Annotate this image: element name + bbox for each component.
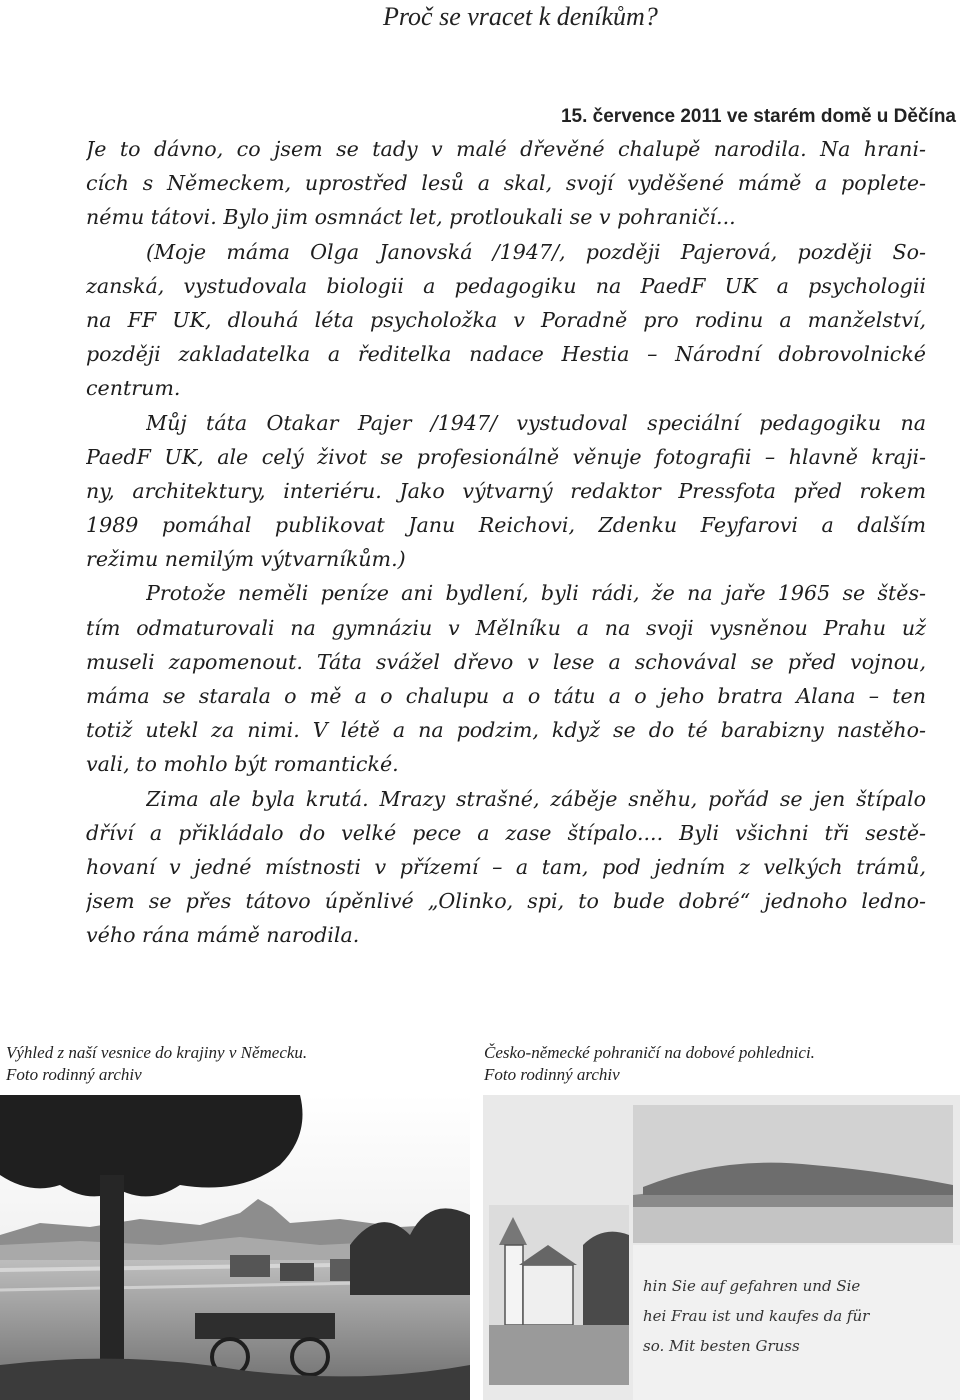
caption-title: Česko-německé pohraničí na dobové pohlednici. (484, 1043, 815, 1062)
running-head: Proč se vracet k deníkům? (383, 2, 658, 31)
text-line: museli zapomenout. Táta svážel dřevo v lese a schovával se před vojnou, (86, 649, 926, 674)
text-line: tím odmaturovali na gymnáziu v Mělníku a na svoji vysněnou Prahu už (86, 615, 926, 640)
photo-caption-right (484, 1042, 815, 1086)
postcard-handwriting-line: hin Sie auf gefahren und Sie (643, 1277, 861, 1295)
text-line: cích s Německem, uprostřed lesů a skal, svojí vyděšené mámě a poplete- (86, 171, 926, 196)
text-line: Je to dávno, co jsem se tady v malé dřevěné chalupě narodila. Na hrani- (86, 137, 926, 161)
photo-caption-left (6, 1042, 307, 1086)
text-line: dříví a přikládalo do velké pece a zase štípalo.... Byli všichni tři sestě- (86, 820, 926, 845)
text-line: 1989 pomáhal publikovat Janu Reichovi, Zdenku Feyfarovi a dalším (86, 513, 926, 538)
caption-credit: Foto rodinný archiv (484, 1065, 620, 1084)
body-text (86, 132, 956, 953)
date-heading: 15. července 2011 ve starém domě u Děčína (560, 106, 956, 127)
text-line: Zima ale byla krutá. Mrazy strašné, záběje sněhu, pořád se jen štípalo (146, 786, 926, 811)
text-line: Můj táta Otakar Pajer /1947/ vystudoval speciální pedagogiku na (146, 410, 926, 435)
landscape-photo (0, 1095, 470, 1400)
text-line: máma se starala o mě a o chalupu a o tátu a o jeho bratra Alana – ten (86, 684, 926, 708)
text-line: Protože neměli peníze ani bydlení, byli rádi, že na jaře 1965 se štěs- (146, 581, 926, 606)
text-line: později zakladatelka a ředitelka nadace Hestia – Národní dobrovolnické (86, 342, 926, 367)
text-line: totiž utekl za nimi. V létě a na podzim, když se do té barabizny nastěho- (86, 718, 926, 743)
text-line: vali, to mohlo být romantické. (86, 752, 399, 777)
postcard-photo (483, 1095, 960, 1400)
text-line: vého rána mámě narodila. (86, 923, 360, 948)
text-line: na FF UK, dlouhá léta psycholožka v Poradně pro rodinu a manželství, (86, 307, 926, 332)
text-line: nému tátovi. Bylo jim osmnáct let, protloukali se v pohraničí... (86, 205, 736, 230)
postcard-handwriting-line: hei Frau ist und kaufes da für (643, 1307, 870, 1325)
text-line: jsem se přes tátovo úpěnlivé „Olinko, spi, to bude dobré“ jednoho ledno- (86, 889, 926, 914)
text-line: ny, architektury, interiéru. Jako výtvarný redaktor Pressfota před rokem (86, 478, 926, 503)
caption-credit: Foto rodinný archiv (6, 1065, 142, 1084)
text-line: zanská, vystudovala biologii a pedagogiku na PaedF UK a psychologii (86, 273, 926, 298)
postcard-handwriting-line: so. Mit besten Gruss (643, 1337, 800, 1355)
text-line: režimu nemilým výtvarníkům.) (86, 547, 406, 572)
text-line: hovaní v jedné místnosti v přízemí – a tam, pod jedním z velkých trámů, (86, 854, 926, 879)
text-line: (Moje máma Olga Janovská /1947/, později Pajerová, později So- (146, 239, 926, 264)
text-line: centrum. (86, 376, 181, 401)
text-line: PaedF UK, ale celý život se profesionálně věnuje fotografii – hlavně kraji- (86, 444, 926, 469)
caption-title: Výhled z naší vesnice do krajiny v Německu. (6, 1043, 308, 1062)
